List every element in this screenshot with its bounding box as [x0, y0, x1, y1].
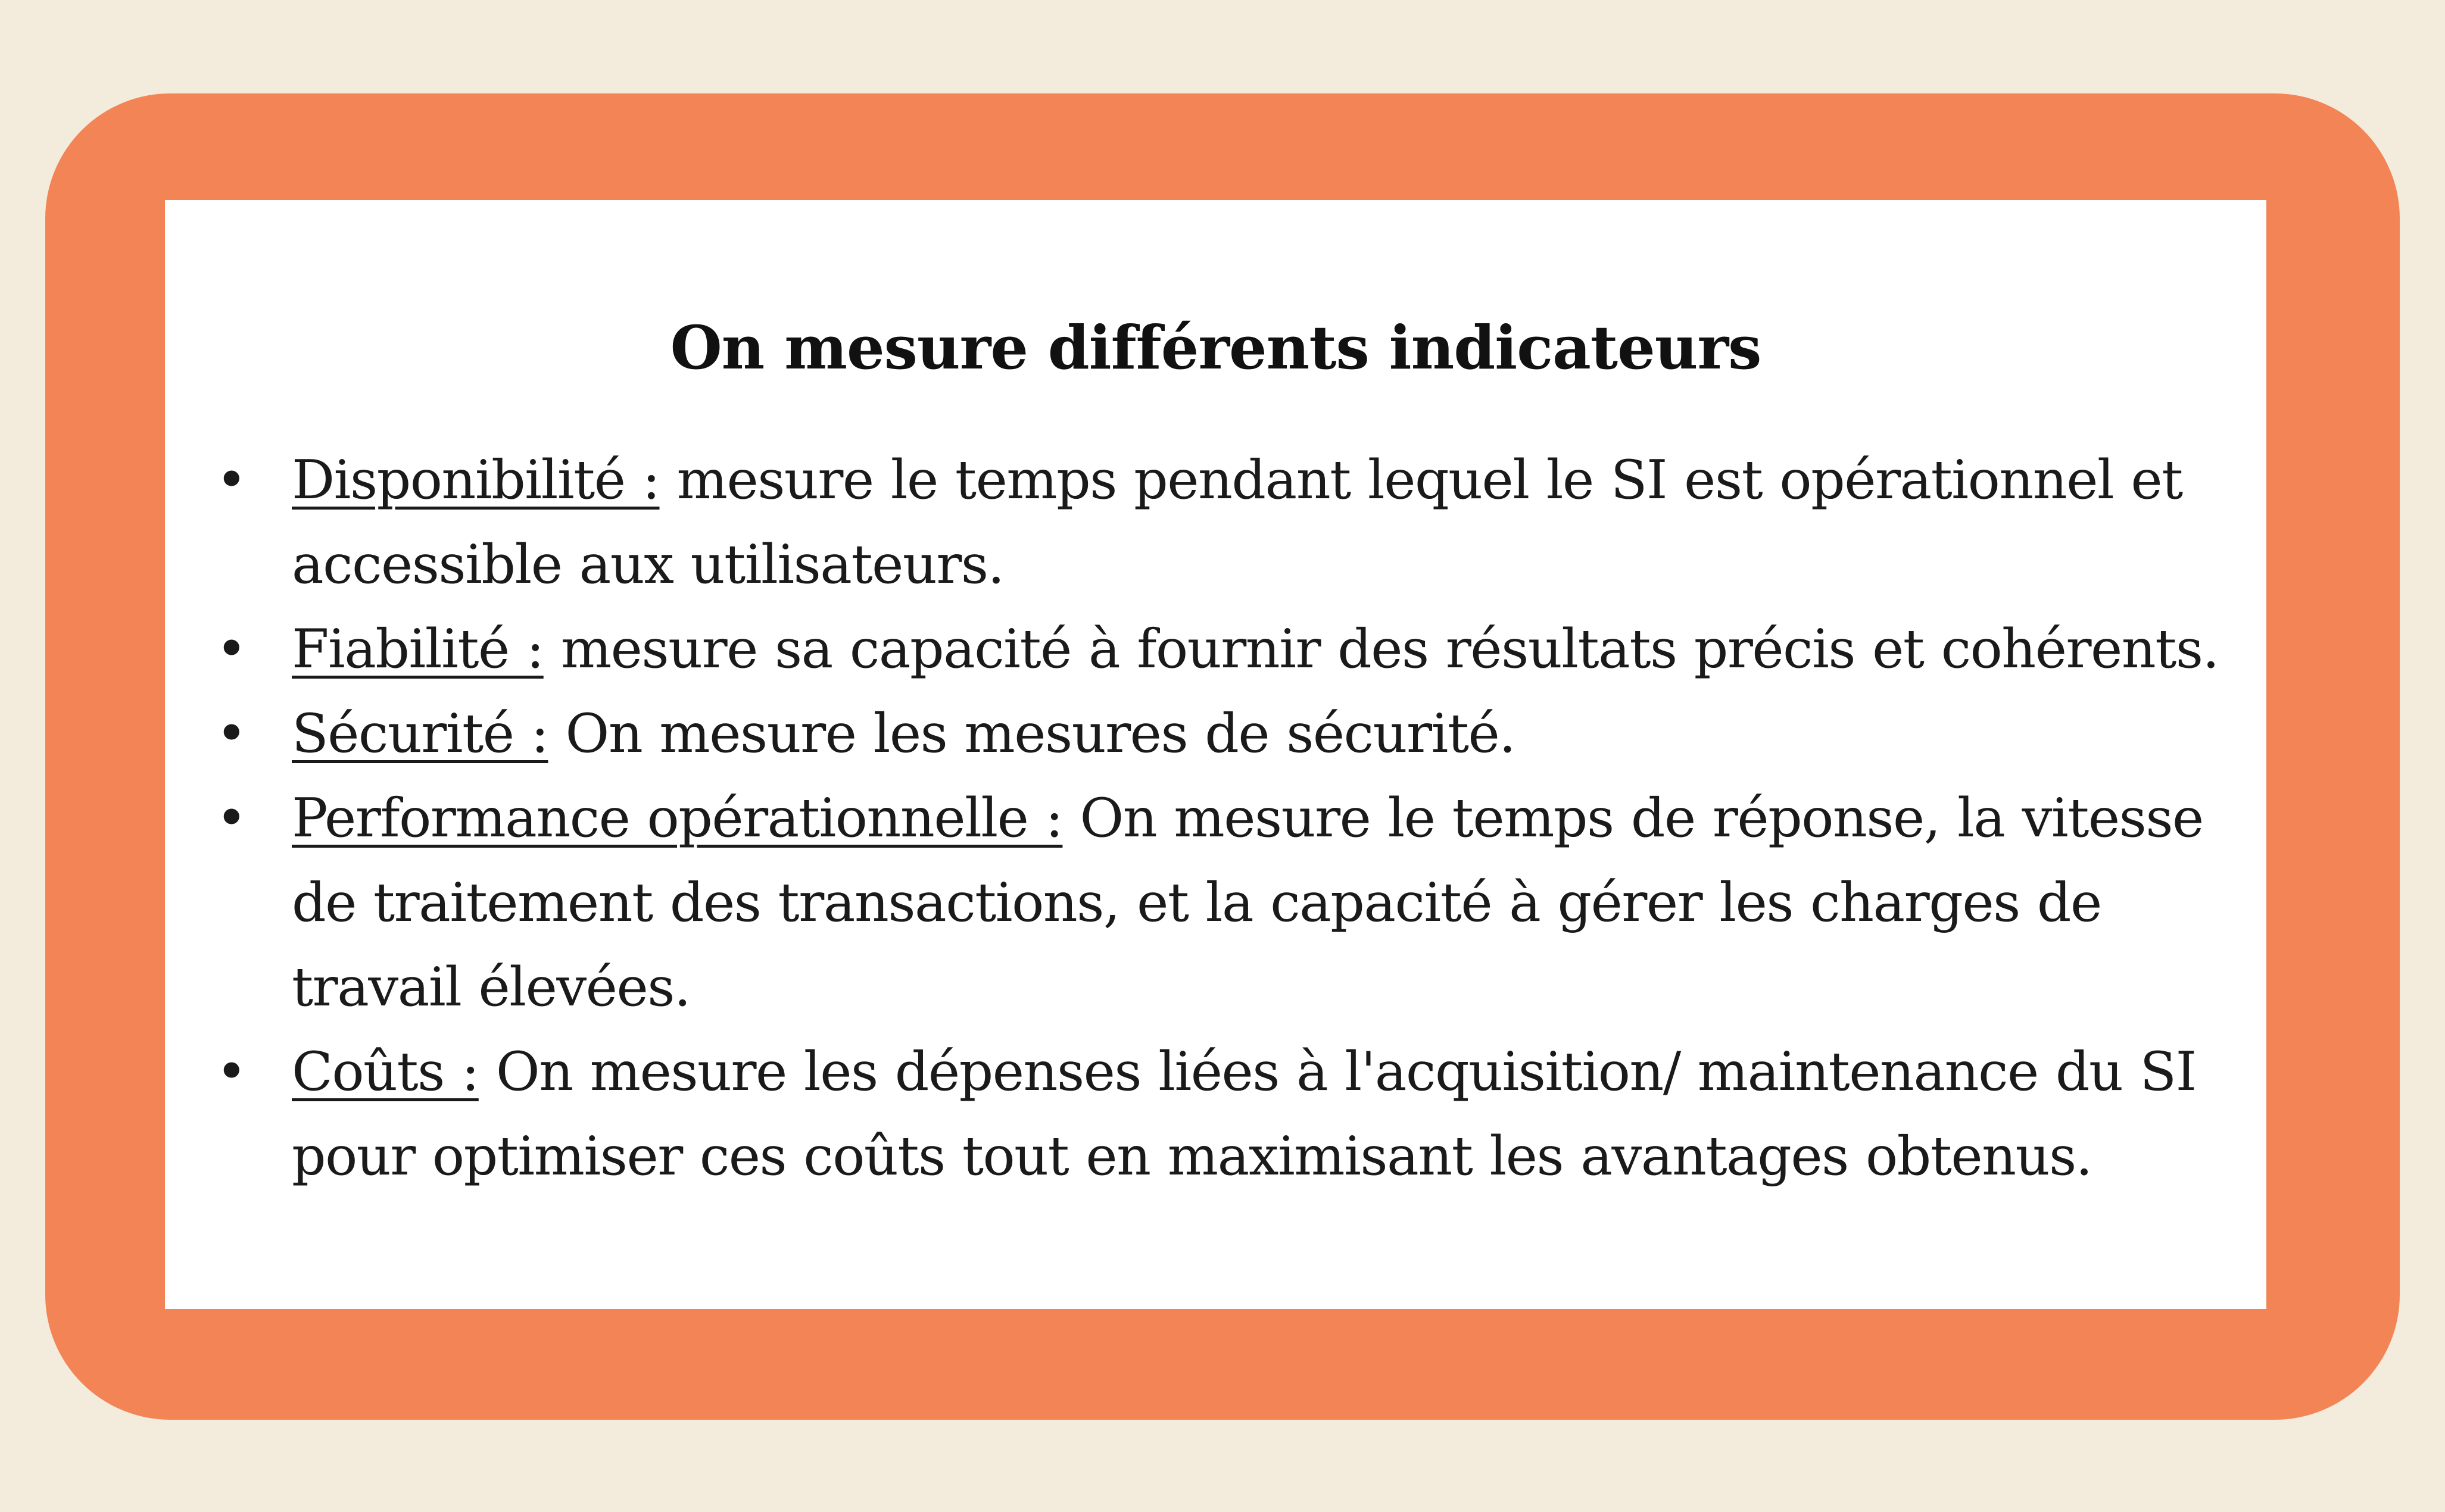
- item-text: On mesure les mesures de sécurité.: [548, 702, 1515, 765]
- list-item-disponibilite: [216, 438, 2257, 607]
- list-item-fiabilite: [216, 607, 2257, 692]
- orange-frame: [45, 93, 2400, 1420]
- list-item-performance: [216, 776, 2257, 1030]
- bullet-icon: •: [216, 787, 247, 849]
- item-term: Disponibilité :: [292, 449, 660, 511]
- item-term: Coûts :: [292, 1041, 479, 1103]
- item-text: On mesure le temps de réponse, la vitesse de traitement des transactions, et la capacité à gérer les charges de travail élevées.: [292, 787, 2203, 1019]
- bullet-icon: •: [216, 618, 247, 680]
- item-term: Fiabilité :: [292, 618, 544, 680]
- item-term: Sécurité :: [292, 702, 548, 765]
- list-item-securite: [216, 692, 2257, 776]
- item-text: mesure sa capacité à fournir des résultats précis et cohérents.: [543, 618, 2219, 680]
- indicator-list: [216, 438, 2257, 1199]
- item-text: On mesure les dépenses liées à l'acquisition/ maintenance du SI pour optimiser ces coûts tout en maximisant les avantages obtenus.: [292, 1041, 2196, 1188]
- content-card: [165, 200, 2266, 1309]
- item-text: mesure le temps pendant lequel le SI est opérationnel et accessible aux utilisateurs.: [292, 449, 2182, 596]
- bullet-icon: •: [216, 702, 247, 765]
- bullet-icon: •: [216, 1041, 247, 1103]
- card-title: On mesure différents indicateurs: [670, 313, 1761, 383]
- item-term: Performance opérationnelle :: [292, 787, 1063, 849]
- bullet-icon: •: [216, 449, 247, 511]
- list-item-couts: [216, 1030, 2257, 1199]
